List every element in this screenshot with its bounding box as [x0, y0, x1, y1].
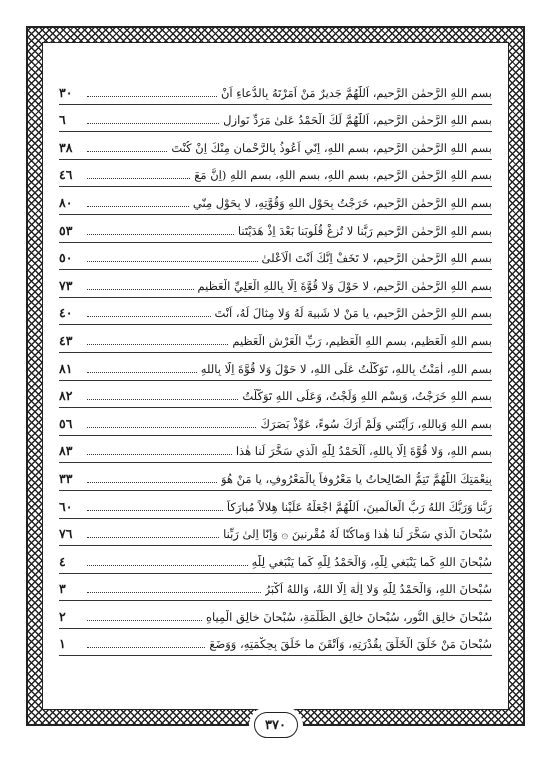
- entry-page-number: ٥٠: [59, 250, 73, 266]
- entry-page-number: ٣٠: [59, 84, 73, 100]
- entry-text: بسم اللهِ الرَّحمٰنِ الرَّحيمِ، بسم اللهِ، اِنّي اَعُوذُ بِالرَّحْمانِ مِنْكَ اِنْ كُنْتَ: [171, 140, 492, 155]
- index-entry: [59, 519, 492, 547]
- index-entry: [59, 574, 492, 602]
- dot-leader: [87, 647, 205, 648]
- entry-page-number: ٥٦: [59, 415, 73, 431]
- dot-leader: [87, 372, 197, 373]
- index-entry: [59, 132, 492, 160]
- entry-page-number: ١: [59, 636, 66, 652]
- dot-leader: [87, 96, 217, 97]
- index-entry: [59, 215, 492, 243]
- entry-page-number: ٤٠: [59, 305, 73, 321]
- dot-leader: [87, 427, 256, 428]
- index-entry: [59, 353, 492, 381]
- index-entry: [59, 77, 492, 105]
- index-entry: [59, 463, 492, 491]
- entry-page-number: ٢: [59, 608, 66, 624]
- dot-leader: [87, 592, 261, 593]
- dot-leader: [87, 178, 190, 179]
- index-entry: [59, 491, 492, 519]
- entry-page-number: ٤٦: [59, 167, 73, 183]
- entry-page-number: ٦٠: [59, 498, 73, 514]
- index-entry: [59, 601, 492, 629]
- dot-leader: [87, 510, 223, 511]
- entry-text: بسم اللهِ الرَّحمٰنِ الرَّحيمِ، لا تَخَفْ اِنَّكَ اَنْتَ الْاَعْلىٰ: [261, 251, 492, 266]
- entry-page-number: ٦: [59, 112, 66, 128]
- index-entry: [59, 325, 492, 353]
- entry-page-number: ٨٢: [59, 388, 73, 404]
- page-number: ٣٧٠: [254, 712, 298, 738]
- index-entry: [59, 105, 492, 133]
- entry-text: بسم اللهِ، وَلا قُوَّةَ اِلّا بِاللهِ، اَلْحَمْدُ لِلّٰهِ الَّذي سَخَّرَ لَنا هٰذا: [235, 444, 492, 459]
- dot-leader: [87, 206, 189, 207]
- entry-text: سُبْحانَ اللهِ كَما يَنْبَغي لِلّٰهِ، وَالْحَمْدُ لِلّٰهِ كَما يَنْبَغي لِلّٰهِ: [251, 554, 492, 569]
- entry-text: سُبْحانَ مَنْ خَلَقَ الْخَلْقَ بِقُدْرَتِهِ، وَاَتْقَنَ ما خَلَقَ بِحِكْمَتِهِ، وَوَضَعَ: [209, 637, 492, 652]
- index-panel: [42, 42, 509, 710]
- index-entry: [59, 270, 492, 298]
- entry-page-number: ٤: [59, 553, 66, 569]
- entry-page-number: ٨٣: [59, 443, 73, 459]
- dot-leader: [87, 316, 211, 317]
- dot-leader: [87, 151, 167, 152]
- dot-leader: [87, 565, 248, 566]
- entry-page-number: ٣٨: [59, 139, 73, 155]
- index-entry: [59, 160, 492, 188]
- dot-leader: [87, 344, 228, 345]
- entry-text: رَبَّنا وَرَبُّكَ اللهُ رَبُّ الْعالَمينَ، اَللّٰهُمَّ اجْعَلْهُ عَلَيْنا هِلالاً مُبارَكاً: [226, 499, 492, 514]
- index-entry: [59, 187, 492, 215]
- entry-page-number: ٨١: [59, 360, 73, 376]
- dot-leader: [87, 537, 219, 538]
- entry-page-number: ٥٣: [59, 222, 73, 238]
- index-entry: [59, 546, 492, 574]
- entry-text: بسم اللهِ الرَّحمٰنِ الرَّحيمِ، اَللّٰهُمَّ جَديرٌ مَنْ اَمَرْتَهُ بِالدُّعاءِ اَنْ: [220, 85, 492, 100]
- dot-leader: [87, 123, 219, 124]
- entry-page-number: ٧٣: [59, 277, 73, 293]
- dot-leader: [87, 289, 194, 290]
- entry-page-number: ٤٣: [59, 332, 73, 348]
- entry-text: بسم اللهِ وَبِاللهِ، رَاَيْتَني وَلَمْ اَرَكَ سُوءً، عَوِّذْ بَصَرَكَ: [260, 416, 492, 431]
- entry-page-number: ٣٣: [59, 470, 73, 486]
- index-entry: [59, 408, 492, 436]
- entry-text: بسم اللهِ الرَّحمٰنِ الرَّحيمِ، خَرَجْتُ بِحَوْلِ اللهِ وَقُوَّتِهِ، لا بِحَوْلٍ مِنّي: [192, 195, 492, 210]
- entry-text: بسم اللهِ الرَّحمٰنِ الرَّحيمِ، اَللّٰهُمَّ لَكَ الْحَمْدُ عَلىٰ مَرَدِّ نَوازِلِ: [223, 113, 492, 128]
- index-entry: [59, 629, 492, 657]
- index-entry: [59, 436, 492, 464]
- index-entry: [59, 381, 492, 409]
- decorative-border: [26, 26, 525, 726]
- entry-text: بسم اللهِ الرَّحمٰنِ الرَّحيمِ، يا مَنْ لا شَبيهَ لَهُ وَلا مِثالَ لَهُ، اَنْتَ: [214, 306, 492, 321]
- dot-leader: [87, 620, 202, 621]
- entry-text: بسم اللهِ الرَّحمٰنِ الرَّحيمِ، لا حَوْلَ وَلا قُوَّةَ اِلّا بِاللهِ الْعَلِيِّ الْعَظيمِ: [197, 278, 492, 293]
- entry-text: بسم اللهِ، اٰمَنْتُ بِاللهِ، تَوَكَّلْتُ عَلَى اللهِ، لا حَوْلَ وَلا قُوَّةَ اِلّا بِاللهِ: [200, 361, 492, 376]
- dot-leader: [87, 261, 258, 262]
- entry-text: بسم اللهِ الْعَظيمِ، بسم اللهِ الْعَظيمِ، رَبِّ الْعَرْشِ الْعَظيمِ: [232, 333, 492, 348]
- entry-text: بسم اللهِ خَرَجْتُ، وَبِسْمِ اللهِ وَلَجْتُ، وَعَلَى اللهِ تَوَكَّلْتُ: [242, 389, 492, 404]
- dot-leader: [87, 234, 234, 235]
- entry-text: بسم اللهِ الرَّحمٰنِ الرَّحيمِ، بسم اللهِ، بسم اللهِ، بسم اللهِ (اِنَّ مَعَ: [194, 168, 492, 183]
- index-entry: [59, 298, 492, 326]
- entry-page-number: ٧٦: [59, 526, 73, 542]
- entry-text: سُبْحانَ الَّذي سَخَّرَ لَنا هٰذا وَماكُنّا لَهُ مُقْرِنينَ ۞ وَاِنّا اِلىٰ رَبِّنا: [223, 527, 492, 542]
- entry-text: بسم اللهِ الرَّحمٰنِ الرَّحيمِ رَبَّنا لا تُزِغْ قُلُوبَنا بَعْدَ اِذْ هَدَيْتَنا: [237, 223, 492, 238]
- index-list: [59, 77, 492, 656]
- dot-leader: [87, 399, 238, 400]
- entry-page-number: ٣: [59, 581, 66, 597]
- dot-leader: [87, 482, 217, 483]
- entry-text: سُبْحانَ اللهِ، وَالْحَمْدُ لِلّٰهِ وَلا اِلٰهَ اِلَّا اللهُ، وَاللهُ اَكْبَرُ: [264, 582, 492, 597]
- dot-leader: [87, 454, 232, 455]
- index-entry: [59, 243, 492, 271]
- entry-text: بِنِعْمَتِكَ اللّٰهُمَّ تَتِمُّ الصّالِحاتُ يا مَعْرُوفاً بِالْمَعْرُوفِ، يا مَنْ هُوَ: [220, 471, 492, 486]
- entry-page-number: ٨٠: [59, 194, 73, 210]
- entry-text: سُبْحانَ خالِقِ النُّورِ، سُبْحانَ خالِقِ الظُّلْمَةِ، سُبْحانَ خالِقِ الْمِياهِ: [206, 609, 492, 624]
